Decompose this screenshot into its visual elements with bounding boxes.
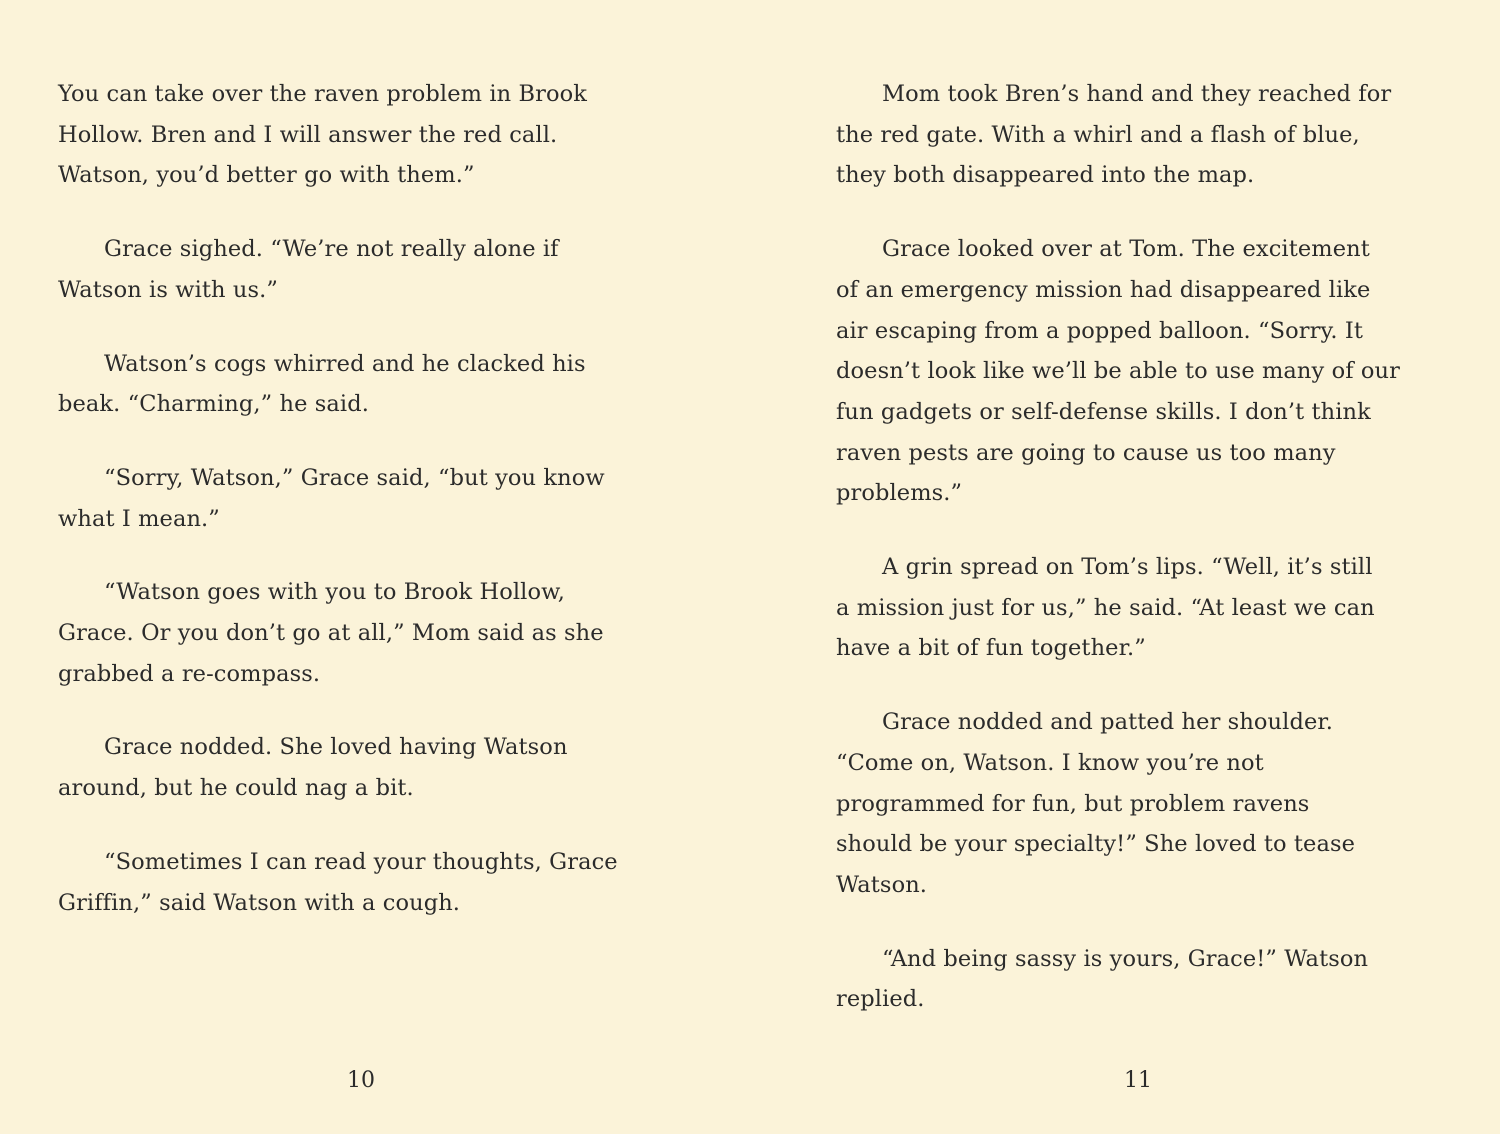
right-page-number: 11 <box>1124 1068 1152 1093</box>
paragraph <box>58 842 698 923</box>
text-line: “Sorry, Watson,” Grace said, “but you know <box>104 464 605 491</box>
text-line: Grace. Or you don’t go at all,” Mom said as she <box>58 620 604 647</box>
text-line: air escaping from a popped balloon. “Sorry. It <box>836 317 1363 344</box>
text-line: fun gadgets or self-defense skills. I don’t think <box>836 398 1371 425</box>
text-line: You can take over the raven problem in Brook <box>58 81 587 107</box>
text-line: “Come on, Watson. I know you’re not <box>836 749 1264 776</box>
left-page <box>58 74 698 956</box>
text-line: the red gate. With a whirl and a flash of blue, <box>836 121 1360 148</box>
paragraph <box>836 702 1456 906</box>
text-line: Watson, you’d better go with them.” <box>58 162 475 189</box>
text-line: they both disappeared into the map. <box>836 162 1255 189</box>
text-line: should be your specialty!” She loved to tease <box>836 831 1356 858</box>
left-page-number: 10 <box>347 1068 375 1093</box>
text-line: beak. “Charming,” he said. <box>58 391 369 418</box>
text-line: Grace nodded. She loved having Watson <box>104 734 568 761</box>
text-line: grabbed a re-compass. <box>58 660 321 687</box>
paragraph <box>58 572 698 694</box>
text-line: doesn’t look like we’ll be able to use many of our <box>836 358 1401 385</box>
text-line: raven pests are going to cause us too many <box>836 439 1336 466</box>
text-line: Hollow. Bren and I will answer the red call. <box>58 121 558 148</box>
text-line: Watson. <box>836 871 928 898</box>
text-line: have a bit of fun together.” <box>836 635 1146 662</box>
paragraph <box>58 74 698 196</box>
paragraph <box>836 74 1456 196</box>
paragraph <box>836 939 1456 1020</box>
text-line: “And being sassy is yours, Grace!” Watson <box>882 945 1369 972</box>
paragraph <box>58 229 698 310</box>
text-line: Grace nodded and patted her shoulder. <box>882 709 1333 736</box>
text-line: problems.” <box>836 480 963 507</box>
text-line: Watson is with us.” <box>58 276 278 303</box>
text-line: replied. <box>836 986 925 1013</box>
paragraph <box>836 547 1456 669</box>
paragraph <box>58 344 698 425</box>
text-line: “Watson goes with you to Brook Hollow, <box>104 579 566 606</box>
text-line: a mission just for us,” he said. “At least we can <box>836 594 1375 621</box>
text-line: A grin spread on Tom’s lips. “Well, it’s still <box>882 554 1373 581</box>
right-page <box>836 74 1456 1053</box>
text-line: Watson’s cogs whirred and he clacked his <box>104 350 586 377</box>
paragraph <box>836 229 1456 514</box>
paragraph <box>58 458 698 539</box>
text-line: “Sometimes I can read your thoughts, Grace <box>104 848 618 875</box>
text-line: Grace sighed. “We’re not really alone if <box>104 236 559 263</box>
paragraph <box>58 727 698 808</box>
text-line: Mom took Bren’s hand and they reached for <box>882 81 1392 107</box>
text-line: Grace looked over at Tom. The excitement <box>882 236 1370 263</box>
text-line: programmed for fun, but problem ravens <box>836 790 1310 817</box>
text-line: around, but he could nag a bit. <box>58 775 414 802</box>
text-line: what I mean.” <box>58 505 220 532</box>
text-line: of an emergency mission had disappeared like <box>836 276 1371 303</box>
text-line: Griffin,” said Watson with a cough. <box>58 889 461 916</box>
